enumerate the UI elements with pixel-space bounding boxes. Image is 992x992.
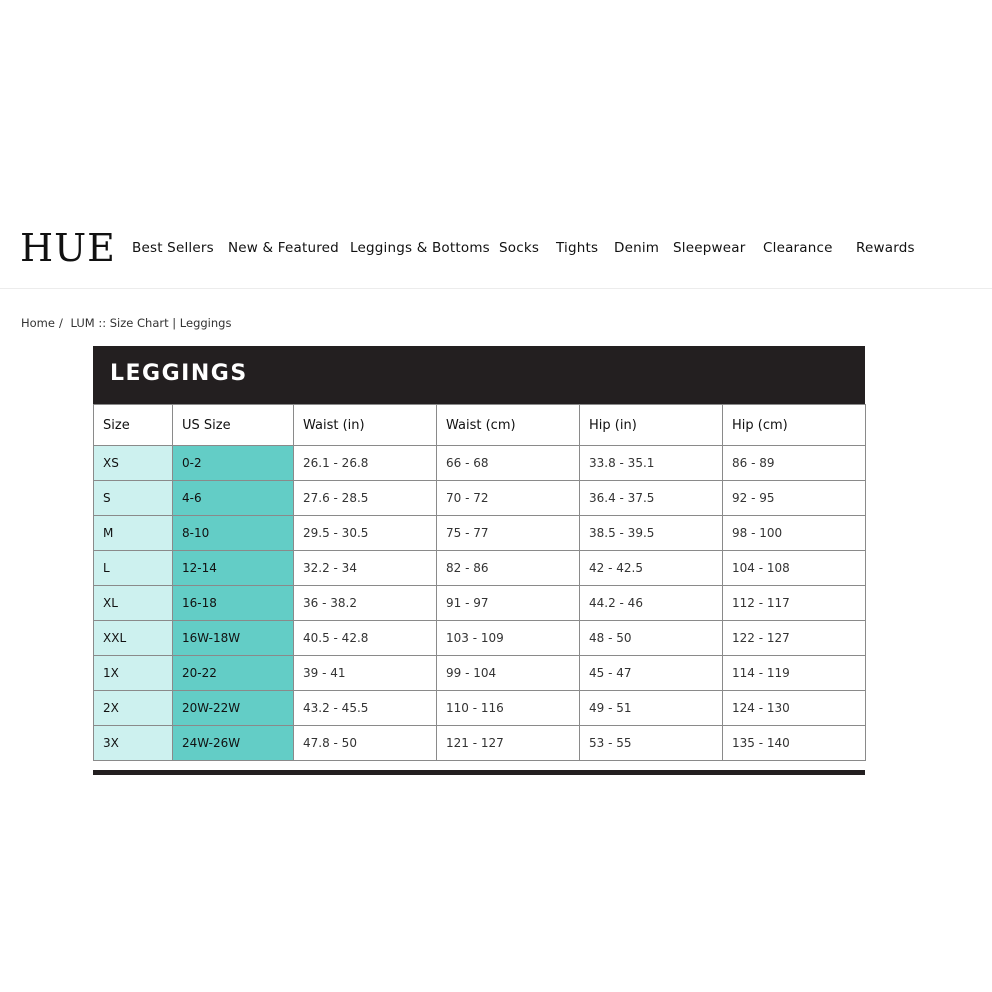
table-row: [94, 691, 866, 726]
table-cell: 20-22: [173, 656, 294, 691]
size-chart-bottom-bar: [93, 770, 865, 775]
column-header: Hip (cm): [723, 405, 866, 446]
table-cell: 24W-26W: [173, 726, 294, 761]
table-cell: 122 - 127: [723, 621, 866, 656]
table-cell: 70 - 72: [437, 481, 580, 516]
table-cell: 12-14: [173, 551, 294, 586]
table-cell: 86 - 89: [723, 446, 866, 481]
table-cell: 103 - 109: [437, 621, 580, 656]
table-cell: 27.6 - 28.5: [294, 481, 437, 516]
nav-item-leggings-bottoms[interactable]: Leggings & Bottoms: [350, 240, 490, 256]
table-cell: 49 - 51: [580, 691, 723, 726]
table-cell: 36 - 38.2: [294, 586, 437, 621]
nav-item-best-sellers[interactable]: Best Sellers: [132, 240, 214, 256]
table-cell: 91 - 97: [437, 586, 580, 621]
table-cell: 99 - 104: [437, 656, 580, 691]
table-row: [94, 516, 866, 551]
nav-item-rewards[interactable]: Rewards: [856, 240, 915, 256]
table-cell: 104 - 108: [723, 551, 866, 586]
size-chart-title-bar: [93, 346, 865, 404]
table-cell: XS: [94, 446, 173, 481]
table-cell: M: [94, 516, 173, 551]
size-chart: [93, 346, 865, 775]
table-cell: 42 - 42.5: [580, 551, 723, 586]
column-header: Hip (in): [580, 405, 723, 446]
table-cell: 75 - 77: [437, 516, 580, 551]
table-cell: 98 - 100: [723, 516, 866, 551]
nav-item-new-featured[interactable]: New & Featured: [228, 240, 339, 256]
table-cell: 48 - 50: [580, 621, 723, 656]
table-cell: 47.8 - 50: [294, 726, 437, 761]
table-cell: S: [94, 481, 173, 516]
size-chart-table: [93, 404, 866, 761]
site-header: [0, 222, 992, 289]
table-cell: 39 - 41: [294, 656, 437, 691]
nav-item-denim[interactable]: Denim: [614, 240, 660, 256]
table-cell: XXL: [94, 621, 173, 656]
table-cell: 16-18: [173, 586, 294, 621]
nav-item-clearance[interactable]: Clearance: [763, 240, 833, 256]
table-cell: 3X: [94, 726, 173, 761]
table-cell: 66 - 68: [437, 446, 580, 481]
breadcrumb-current: LUM :: Size Chart | Leggings: [70, 316, 232, 330]
table-cell: 2X: [94, 691, 173, 726]
table-cell: 29.5 - 30.5: [294, 516, 437, 551]
table-row: [94, 621, 866, 656]
table-row: [94, 551, 866, 586]
nav-item-tights[interactable]: Tights: [556, 240, 599, 256]
main-nav: [0, 222, 992, 274]
table-cell: 40.5 - 42.8: [294, 621, 437, 656]
table-cell: 38.5 - 39.5: [580, 516, 723, 551]
table-row: [94, 586, 866, 621]
site-logo[interactable]: HUE: [20, 226, 116, 270]
size-chart-body: [94, 446, 866, 761]
table-cell: 1X: [94, 656, 173, 691]
table-row: [94, 656, 866, 691]
table-row: [94, 726, 866, 761]
table-cell: 124 - 130: [723, 691, 866, 726]
table-cell: 16W-18W: [173, 621, 294, 656]
table-cell: 26.1 - 26.8: [294, 446, 437, 481]
table-cell: 44.2 - 46: [580, 586, 723, 621]
nav-item-sleepwear[interactable]: Sleepwear: [673, 240, 746, 256]
table-cell: 33.8 - 35.1: [580, 446, 723, 481]
table-cell: 121 - 127: [437, 726, 580, 761]
column-header: Size: [94, 405, 173, 446]
table-cell: 110 - 116: [437, 691, 580, 726]
table-cell: 112 - 117: [723, 586, 866, 621]
table-cell: 43.2 - 45.5: [294, 691, 437, 726]
table-cell: 4-6: [173, 481, 294, 516]
table-row: [94, 446, 866, 481]
table-cell: 32.2 - 34: [294, 551, 437, 586]
column-header: Waist (cm): [437, 405, 580, 446]
table-cell: 8-10: [173, 516, 294, 551]
table-cell: L: [94, 551, 173, 586]
table-header-row: [94, 405, 866, 446]
table-cell: 0-2: [173, 446, 294, 481]
breadcrumb-home-link[interactable]: Home: [21, 316, 55, 330]
table-cell: 45 - 47: [580, 656, 723, 691]
table-cell: XL: [94, 586, 173, 621]
column-header: Waist (in): [294, 405, 437, 446]
table-cell: 53 - 55: [580, 726, 723, 761]
table-cell: 92 - 95: [723, 481, 866, 516]
breadcrumb-separator: /: [58, 316, 63, 330]
breadcrumb: [21, 316, 235, 330]
size-chart-title: LEGGINGS: [110, 361, 248, 386]
table-row: [94, 481, 866, 516]
table-cell: 36.4 - 37.5: [580, 481, 723, 516]
table-cell: 114 - 119: [723, 656, 866, 691]
table-cell: 82 - 86: [437, 551, 580, 586]
column-header: US Size: [173, 405, 294, 446]
nav-item-socks[interactable]: Socks: [499, 240, 540, 256]
table-cell: 20W-22W: [173, 691, 294, 726]
table-cell: 135 - 140: [723, 726, 866, 761]
